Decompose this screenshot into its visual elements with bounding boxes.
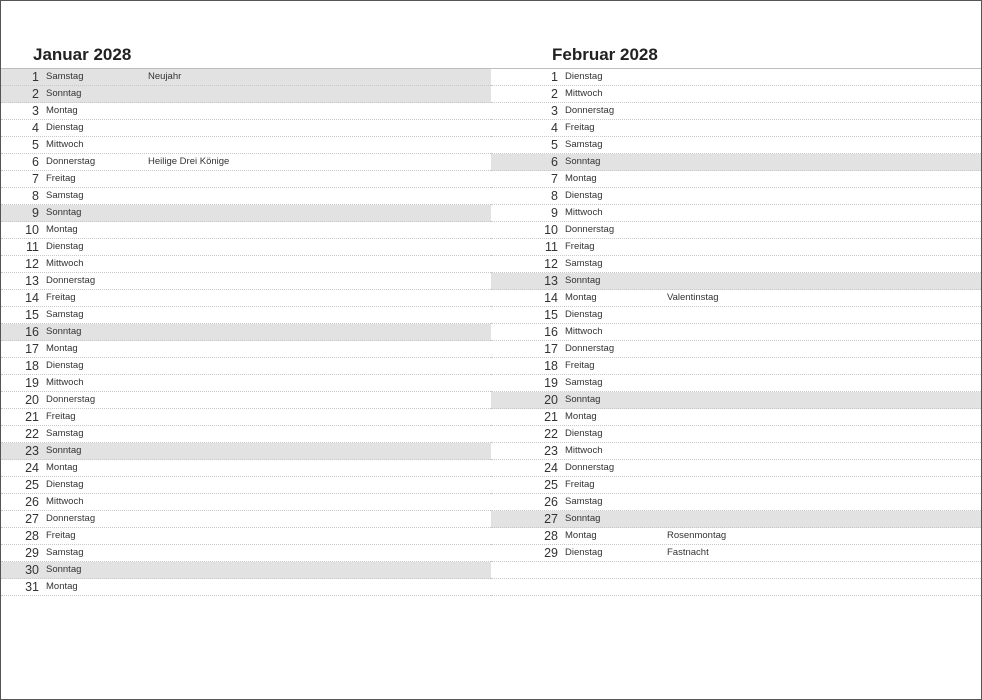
day-number: 17 xyxy=(544,342,558,356)
weekday-label: Donnerstag xyxy=(46,513,96,524)
day-number: 28 xyxy=(544,529,558,543)
day-row xyxy=(491,69,981,86)
weekday-label: Donnerstag xyxy=(565,224,615,235)
weekday-label: Sonntag xyxy=(46,326,82,337)
day-row xyxy=(491,341,981,358)
weekday-label: Mittwoch xyxy=(46,496,84,507)
day-number: 14 xyxy=(25,291,39,305)
day-number: 18 xyxy=(544,359,558,373)
day-number: 30 xyxy=(25,563,39,577)
day-number: 31 xyxy=(25,580,39,594)
day-number: 4 xyxy=(32,121,39,135)
day-row xyxy=(491,222,981,239)
weekday-label: Dienstag xyxy=(46,122,84,133)
weekday-label: Samstag xyxy=(565,377,603,388)
day-row xyxy=(1,358,491,375)
day-number: 3 xyxy=(551,104,558,118)
month-title: Februar 2028 xyxy=(552,45,658,64)
weekday-label: Freitag xyxy=(565,122,595,133)
weekday-label: Samstag xyxy=(565,139,603,150)
day-number: 2 xyxy=(32,87,39,101)
weekday-label: Montag xyxy=(46,462,78,473)
day-row xyxy=(491,426,981,443)
day-number: 27 xyxy=(25,512,39,526)
day-number: 21 xyxy=(25,410,39,424)
weekday-label: Samstag xyxy=(565,496,603,507)
day-row xyxy=(491,256,981,273)
holiday-label: Rosenmontag xyxy=(667,530,727,541)
day-row xyxy=(491,154,981,171)
weekday-label: Dienstag xyxy=(46,479,84,490)
day-row xyxy=(1,545,491,562)
day-row xyxy=(491,409,981,426)
day-row xyxy=(1,171,491,188)
day-list xyxy=(1,68,491,596)
day-number: 8 xyxy=(551,189,558,203)
day-number: 20 xyxy=(25,393,39,407)
day-number: 14 xyxy=(544,291,558,305)
day-row xyxy=(491,86,981,103)
day-row xyxy=(491,188,981,205)
weekday-label: Sonntag xyxy=(46,445,82,456)
weekday-label: Dienstag xyxy=(565,309,603,320)
day-number: 4 xyxy=(551,121,558,135)
weekday-label: Donnerstag xyxy=(46,394,96,405)
day-row xyxy=(1,222,491,239)
day-row xyxy=(491,579,981,596)
day-row xyxy=(1,154,491,171)
day-number: 26 xyxy=(25,495,39,509)
day-row xyxy=(491,205,981,222)
weekday-label: Mittwoch xyxy=(565,445,603,456)
weekday-label: Sonntag xyxy=(46,88,82,99)
weekday-label: Montag xyxy=(46,581,78,592)
day-row xyxy=(491,375,981,392)
day-number: 12 xyxy=(544,257,558,271)
day-list xyxy=(491,68,981,596)
day-row xyxy=(491,307,981,324)
day-row xyxy=(1,188,491,205)
day-number: 10 xyxy=(25,223,39,237)
weekday-label: Mittwoch xyxy=(46,377,84,388)
day-row xyxy=(1,256,491,273)
day-row xyxy=(1,273,491,290)
day-number: 25 xyxy=(25,478,39,492)
day-row xyxy=(491,494,981,511)
weekday-label: Samstag xyxy=(46,547,84,558)
day-number: 13 xyxy=(544,274,558,288)
day-row xyxy=(1,205,491,222)
day-row xyxy=(1,477,491,494)
weekday-label: Donnerstag xyxy=(46,156,96,167)
day-number: 2 xyxy=(551,87,558,101)
weekday-label: Freitag xyxy=(565,241,595,252)
day-number: 5 xyxy=(32,138,39,152)
day-number: 23 xyxy=(544,444,558,458)
day-number: 23 xyxy=(25,444,39,458)
day-row xyxy=(491,239,981,256)
weekday-label: Mittwoch xyxy=(565,88,603,99)
day-number: 15 xyxy=(544,308,558,322)
weekday-label: Samstag xyxy=(46,190,84,201)
day-number: 22 xyxy=(25,427,39,441)
day-number: 7 xyxy=(32,172,39,186)
weekday-label: Freitag xyxy=(46,530,76,541)
weekday-label: Montag xyxy=(46,105,78,116)
day-row xyxy=(1,443,491,460)
day-row xyxy=(491,528,981,545)
day-row xyxy=(491,120,981,137)
day-number: 10 xyxy=(544,223,558,237)
holiday-label: Neujahr xyxy=(148,71,182,82)
day-number: 29 xyxy=(544,546,558,560)
day-row xyxy=(1,341,491,358)
weekday-label: Freitag xyxy=(565,479,595,490)
day-number: 5 xyxy=(551,138,558,152)
weekday-label: Mittwoch xyxy=(46,139,84,150)
day-row xyxy=(1,494,491,511)
day-number: 16 xyxy=(25,325,39,339)
weekday-label: Dienstag xyxy=(565,428,603,439)
day-number: 25 xyxy=(544,478,558,492)
weekday-label: Dienstag xyxy=(565,71,603,82)
day-number: 12 xyxy=(25,257,39,271)
day-row xyxy=(1,579,491,596)
day-number: 7 xyxy=(551,172,558,186)
day-number: 15 xyxy=(25,308,39,322)
day-row xyxy=(1,307,491,324)
day-row xyxy=(1,86,491,103)
day-number: 20 xyxy=(544,393,558,407)
day-row xyxy=(1,69,491,86)
weekday-label: Donnerstag xyxy=(565,105,615,116)
day-number: 18 xyxy=(25,359,39,373)
day-number: 27 xyxy=(544,512,558,526)
day-row xyxy=(1,375,491,392)
day-row xyxy=(1,120,491,137)
holiday-label: Fastnacht xyxy=(667,547,709,558)
day-number: 22 xyxy=(544,427,558,441)
day-row xyxy=(491,103,981,120)
weekday-label: Donnerstag xyxy=(565,343,615,354)
weekday-label: Montag xyxy=(565,292,597,303)
day-row xyxy=(1,528,491,545)
weekday-label: Samstag xyxy=(46,309,84,320)
day-row xyxy=(1,239,491,256)
day-row xyxy=(1,103,491,120)
day-number: 26 xyxy=(544,495,558,509)
day-number: 11 xyxy=(26,240,39,254)
day-row xyxy=(491,477,981,494)
day-row xyxy=(1,324,491,341)
weekday-label: Freitag xyxy=(46,173,76,184)
day-number: 13 xyxy=(25,274,39,288)
day-number: 21 xyxy=(544,410,558,424)
day-number: 19 xyxy=(544,376,558,390)
day-number: 1 xyxy=(32,70,39,84)
day-number: 28 xyxy=(25,529,39,543)
weekday-label: Samstag xyxy=(565,258,603,269)
weekday-label: Sonntag xyxy=(565,156,601,167)
day-row xyxy=(1,137,491,154)
weekday-label: Sonntag xyxy=(565,275,601,286)
day-number: 24 xyxy=(544,461,558,475)
day-row xyxy=(491,273,981,290)
weekday-label: Dienstag xyxy=(565,547,603,558)
day-number: 6 xyxy=(551,155,558,169)
day-number: 3 xyxy=(32,104,39,118)
day-row xyxy=(491,443,981,460)
day-number: 29 xyxy=(25,546,39,560)
day-number: 17 xyxy=(25,342,39,356)
day-number: 9 xyxy=(32,206,39,220)
weekday-label: Mittwoch xyxy=(46,258,84,269)
weekday-label: Donnerstag xyxy=(565,462,615,473)
day-row xyxy=(491,171,981,188)
day-row xyxy=(491,358,981,375)
weekday-label: Sonntag xyxy=(565,513,601,524)
day-row xyxy=(491,511,981,528)
weekday-label: Freitag xyxy=(46,411,76,422)
day-row xyxy=(1,511,491,528)
day-row xyxy=(491,137,981,154)
day-number: 16 xyxy=(544,325,558,339)
day-number: 8 xyxy=(32,189,39,203)
day-number: 19 xyxy=(25,376,39,390)
month-title: Januar 2028 xyxy=(33,45,132,64)
day-row xyxy=(491,460,981,477)
weekday-label: Dienstag xyxy=(46,360,84,371)
weekday-label: Freitag xyxy=(46,292,76,303)
weekday-label: Samstag xyxy=(46,71,84,82)
weekday-label: Montag xyxy=(46,224,78,235)
holiday-label: Heilige Drei Könige xyxy=(148,156,230,167)
day-number: 11 xyxy=(545,240,558,254)
day-number: 1 xyxy=(551,70,558,84)
weekday-label: Freitag xyxy=(565,360,595,371)
day-row xyxy=(1,409,491,426)
day-row xyxy=(491,290,981,307)
weekday-label: Sonntag xyxy=(46,207,82,218)
weekday-label: Montag xyxy=(565,530,597,541)
holiday-label: Valentinstag xyxy=(667,292,719,303)
day-row xyxy=(1,426,491,443)
weekday-label: Montag xyxy=(565,411,597,422)
day-row xyxy=(1,290,491,307)
weekday-label: Dienstag xyxy=(565,190,603,201)
day-row xyxy=(491,545,981,562)
weekday-label: Montag xyxy=(565,173,597,184)
weekday-label: Dienstag xyxy=(46,241,84,252)
day-row xyxy=(491,324,981,341)
day-number: 6 xyxy=(32,155,39,169)
day-row xyxy=(491,562,981,579)
weekday-label: Mittwoch xyxy=(565,207,603,218)
day-row xyxy=(491,392,981,409)
day-row xyxy=(1,392,491,409)
weekday-label: Montag xyxy=(46,343,78,354)
weekday-label: Donnerstag xyxy=(46,275,96,286)
day-number: 9 xyxy=(551,206,558,220)
weekday-label: Sonntag xyxy=(46,564,82,575)
weekday-label: Mittwoch xyxy=(565,326,603,337)
weekday-label: Sonntag xyxy=(565,394,601,405)
weekday-label: Samstag xyxy=(46,428,84,439)
day-row xyxy=(1,562,491,579)
day-number: 24 xyxy=(25,461,39,475)
day-row xyxy=(1,460,491,477)
